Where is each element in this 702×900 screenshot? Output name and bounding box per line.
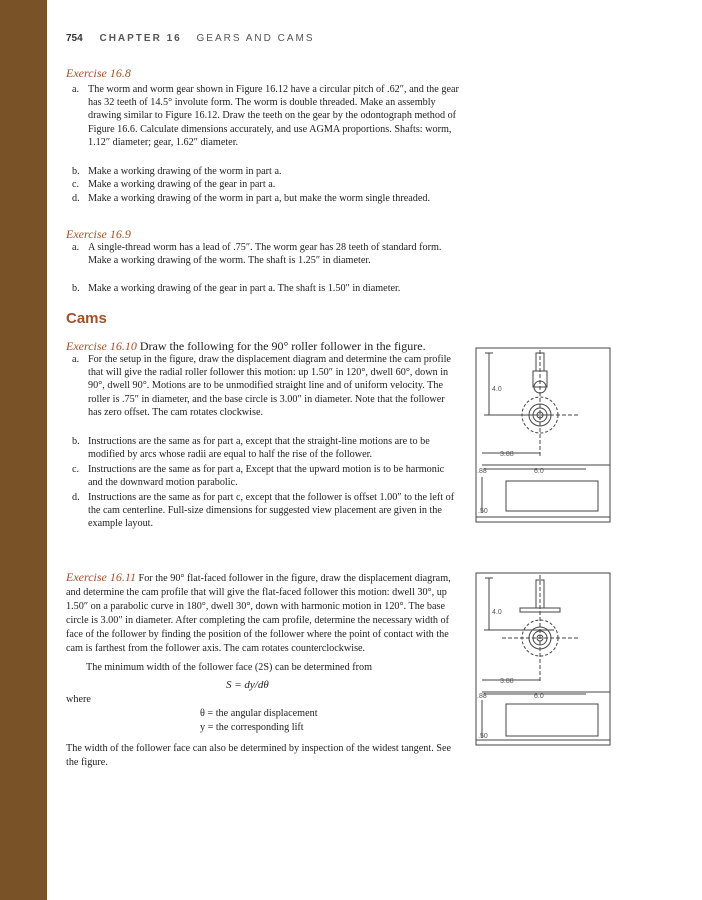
chapter-label: CHAPTER 16 (99, 33, 182, 44)
dim-left-2: .88 (477, 693, 487, 700)
dim-right: 6.0 (534, 468, 544, 475)
exercise-16-10-intro: Draw the following for the 90° roller follower in the figure. (136, 339, 426, 353)
dim-width: 3.88 (500, 451, 514, 458)
ex168-item-a: a. The worm and worm gear shown in Figure 16.12 have a circular pitch of .62″, and the gear has 32 teeth of 14.5° involute form. The worm is double threaded. Make an assembly drawing similar to Figure 16.12. Draw the teeth on the gear by the odontograph method of Figure 16.6. Calculate dimensions accurately, and use AGMA proportions. Shafts: worm, 1.12″ diameter; gear, 1.62″ diameter. (72, 84, 459, 148)
dim-right-2: 6.0 (534, 693, 544, 700)
dim-bottom: .50 (478, 508, 488, 515)
dim-height: 4.0 (492, 386, 502, 393)
ex169-item-b: b. Make a working drawing of the gear in part a. The shaft is 1.50″ in diameter. (72, 283, 401, 294)
ex168-item-c: c. Make a working drawing of the gear in part a. (72, 179, 276, 190)
definition-theta: θ = the angular displacement (200, 708, 318, 719)
ex169-item-a: a. A single-thread worm has a lead of .75″. The worm gear has 28 teeth of standard form. Make a working drawing of the worm. The shaft is 1.25″ in diameter. (72, 242, 442, 267)
where-label: where (66, 694, 91, 705)
exercise-16-10-heading (66, 339, 426, 354)
flat-faced-follower-figure (462, 570, 614, 748)
dim-left: .88 (477, 468, 487, 475)
dim-height-2: 4.0 (492, 609, 502, 616)
closing-paragraph: The width of the follower face can also be determined by inspection of the widest tangent. See the figure. (66, 743, 452, 768)
ex168-item-d: d. Make a working drawing of the worm in part a, but make the worm single threaded. (72, 193, 431, 204)
section-heading-cams: Cams (66, 310, 107, 327)
ex1610-item-a: a. For the setup in the figure, draw the displacement diagram and determine the cam profile that will give the radial roller follower this motion: up 1.50″ in 120°, dwell 60°, down in 90°, dwell 90°. Motions are to be unmodified straight line and of uniform velocity. The roller is .75″ in diameter, and the base circle is 3.00″ in diameter. Note that the follower has zero offset. The cam rotates clockwise. (72, 354, 451, 418)
running-header (66, 33, 315, 44)
min-width-sentence: The minimum width of the follower face (2S) can be determined from (86, 662, 373, 673)
exercise-16-11-title: Exercise 16.11 (66, 570, 136, 584)
exercise-16-11-intro: For the 90° flat-faced follower in the figure, draw the displacement diagram, and determine the cam profile that will give the flat-faced follower this motion: dwell 30°, up 1.50″ on a parabolic curve in 180°, dwell 30°, down with harmonic motion in 120°. The base circle is 3.00″ in diameter. After completing the cam profile, determine the necessary width of face of the follower by finding the position of the follower where the point of contact with the cam is farthest from the follower axis. The cam rotates counterclockwise. (66, 573, 451, 654)
exercise-16-11-paragraph (66, 570, 452, 656)
ex168-item-b: b. Make a working drawing of the worm in part a. (72, 166, 282, 177)
roller-follower-figure (462, 345, 614, 525)
page-sidebar (0, 0, 47, 900)
formula: S = dy/dθ (226, 679, 269, 691)
exercise-16-8-title: Exercise 16.8 (66, 66, 131, 80)
definition-y: y = the corresponding lift (200, 722, 304, 733)
dim-bottom-2: .50 (478, 733, 488, 740)
page-number: 754 (66, 33, 83, 44)
ex1610-item-b: b. Instructions are the same as for part a, except that the straight-line motions are to be modified by arcs whose radii are equal to half the rise of the follower. (72, 436, 430, 461)
exercise-16-10-title: Exercise 16.10 (66, 339, 137, 353)
dim-width-2: 3.88 (500, 678, 514, 685)
exercise-16-9-title: Exercise 16.9 (66, 227, 131, 241)
chapter-title: GEARS AND CAMS (196, 33, 315, 44)
ex1610-item-d: d. Instructions are the same as for part c, except that the follower is offset 1.00″ to the left of the cam centerline. Full-size dimensions for suggested view placement are given in the example layout. (72, 492, 455, 530)
ex1610-item-c: c. Instructions are the same as for part a, Except that the upward motion is to be harmonic and the downward motion parabolic. (72, 464, 445, 489)
